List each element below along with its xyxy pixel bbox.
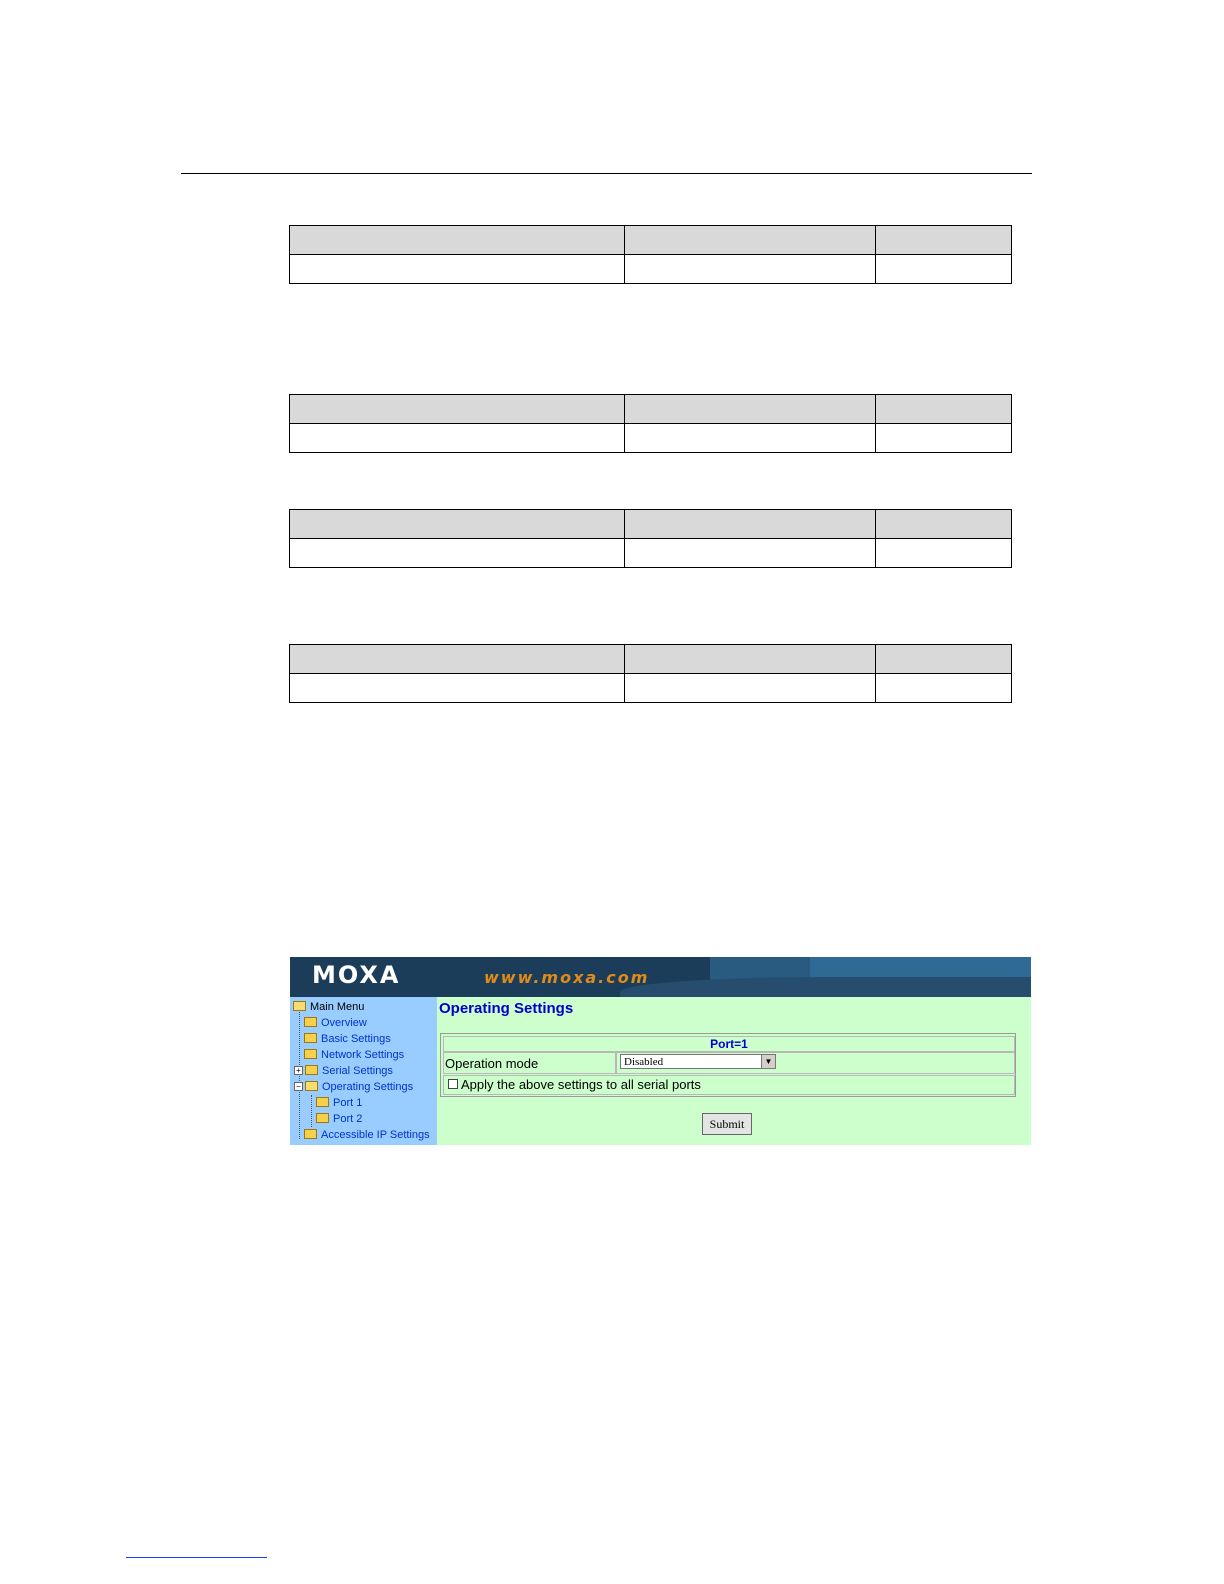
folder-icon <box>316 1113 329 1123</box>
header-cell <box>290 645 625 674</box>
menu-root[interactable] <box>293 1000 364 1015</box>
header-cell <box>290 510 625 539</box>
menu-item-label: Basic Settings <box>321 1033 391 1045</box>
web-console-screenshot <box>290 957 1031 1145</box>
dropdown-arrow-icon[interactable]: ▼ <box>761 1055 775 1068</box>
operation-mode-select[interactable] <box>620 1054 776 1069</box>
parameter-table-4 <box>289 644 1012 703</box>
header-cell <box>876 510 1012 539</box>
expand-icon[interactable]: + <box>294 1066 303 1075</box>
apply-all-checkbox[interactable] <box>448 1079 458 1089</box>
folder-icon <box>304 1129 317 1139</box>
header-cell <box>625 395 876 424</box>
menu-item-accessible-ip-settings[interactable] <box>304 1128 430 1143</box>
parameter-table-1 <box>289 225 1012 284</box>
menu-item-label: Accessible IP Settings <box>321 1129 430 1141</box>
menu-item-operating-settings[interactable] <box>294 1080 413 1095</box>
header-cell <box>625 645 876 674</box>
page-title: Operating Settings <box>439 1000 574 1017</box>
port-header: Port=1 <box>443 1036 1015 1052</box>
folder-open-icon <box>305 1081 318 1091</box>
menu-item-basic-settings[interactable] <box>304 1032 391 1047</box>
table-cell <box>625 255 876 284</box>
table-cell <box>625 674 876 703</box>
table-cell <box>876 539 1012 568</box>
table-row <box>290 674 1012 703</box>
submit-button[interactable]: Submit <box>702 1113 752 1135</box>
menu-item-label: Port 1 <box>333 1097 363 1109</box>
settings-form <box>440 1033 1016 1097</box>
moxa-logo: MOXA <box>312 961 401 989</box>
banner-swoosh <box>620 977 1031 997</box>
menu-item-label: Operating Settings <box>322 1081 414 1093</box>
menu-item-serial-settings[interactable] <box>294 1064 393 1079</box>
table-cell <box>876 255 1012 284</box>
menu-item-label: Serial Settings <box>322 1065 393 1077</box>
apply-all-row <box>443 1075 1015 1095</box>
menu-item-label: Port 2 <box>333 1113 363 1125</box>
header-cell <box>625 510 876 539</box>
folder-open-icon <box>293 1001 306 1011</box>
table-header-row <box>290 226 1012 255</box>
menu-item-port-2[interactable] <box>316 1112 362 1127</box>
collapse-icon[interactable]: − <box>294 1082 303 1091</box>
parameter-table-3 <box>289 509 1012 568</box>
menu-item-label: Network Settings <box>321 1049 405 1061</box>
menu-item-label: Overview <box>321 1017 367 1029</box>
folder-icon <box>304 1017 317 1027</box>
table-cell <box>290 424 625 453</box>
table-row <box>290 424 1012 453</box>
main-menu-tree <box>290 997 437 1145</box>
moxa-banner <box>290 957 1031 997</box>
menu-item-port-1[interactable] <box>316 1096 362 1111</box>
menu-item-network-settings[interactable] <box>304 1048 404 1063</box>
banner-panel-top <box>810 957 1031 979</box>
folder-icon <box>304 1033 317 1043</box>
table-cell <box>876 424 1012 453</box>
table-cell <box>625 539 876 568</box>
operation-mode-cell <box>616 1052 1015 1074</box>
table-header-row <box>290 395 1012 424</box>
table-row <box>290 255 1012 284</box>
table-cell <box>290 674 625 703</box>
table-cell <box>876 674 1012 703</box>
operation-mode-label: Operation mode <box>443 1052 616 1074</box>
header-cell <box>290 395 625 424</box>
table-cell <box>290 255 625 284</box>
folder-icon <box>305 1065 318 1075</box>
folder-icon <box>304 1049 317 1059</box>
settings-content <box>437 997 1031 1145</box>
footer-link-underline[interactable] <box>126 1557 267 1558</box>
operation-mode-value: Disabled <box>624 1056 664 1068</box>
table-cell <box>625 424 876 453</box>
folder-icon <box>316 1097 329 1107</box>
header-cell <box>876 645 1012 674</box>
header-cell <box>290 226 625 255</box>
menu-root-label: Main Menu <box>310 1001 365 1013</box>
table-header-row <box>290 510 1012 539</box>
table-row <box>290 539 1012 568</box>
apply-all-label: Apply the above settings to all serial ports <box>461 1077 701 1092</box>
menu-item-overview[interactable] <box>304 1016 367 1031</box>
parameter-table-2 <box>289 394 1012 453</box>
banner-url: www.moxa.com <box>484 968 650 987</box>
table-header-row <box>290 645 1012 674</box>
header-rule <box>181 173 1032 174</box>
table-cell <box>290 539 625 568</box>
header-cell <box>876 395 1012 424</box>
header-cell <box>625 226 876 255</box>
header-cell <box>876 226 1012 255</box>
